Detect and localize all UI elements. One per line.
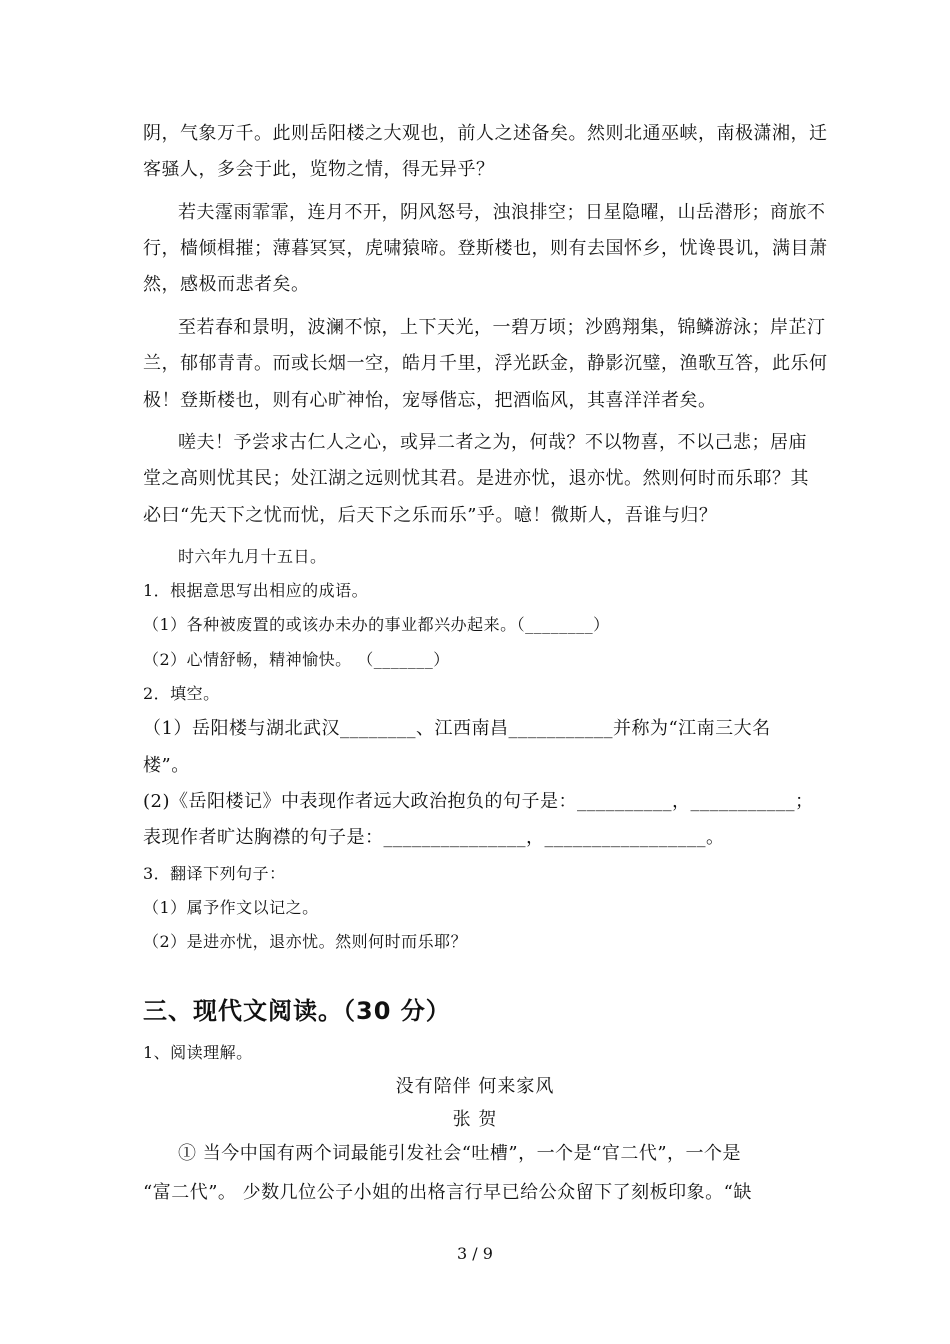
question-1-1: （1）各种被废置的或该办未办的事业都兴办起来。（________） bbox=[143, 615, 610, 634]
question-2-1-cont: 楼”。 bbox=[143, 755, 190, 776]
passage-line: 然，感极而悲者矣。 bbox=[143, 274, 310, 295]
passage-line: 极！登斯楼也，则有心旷神怡，宠辱偕忘，把酒临风，其喜洋洋者矣。 bbox=[143, 390, 717, 411]
passage-line: 嗟夫！予尝求古仁人之心，或异二者之为，何哉？不以物喜，不以己悲；居庙 bbox=[178, 432, 807, 453]
article-paragraph: ① 当今中国有两个词最能引发社会“吐槽”，一个是“官二代”，一个是 bbox=[178, 1143, 742, 1164]
question-3: 3．翻译下列句子： bbox=[143, 864, 286, 883]
passage-line: 阴，气象万千。此则岳阳楼之大观也，前人之述备矣。然则北通巫峡，南极潇湘，迁 bbox=[143, 123, 828, 144]
passage-line: 至若春和景明，波澜不惊，上下天光，一碧万顷；沙鸥翔集，锦鳞游泳；岸芷汀 bbox=[178, 317, 826, 338]
passage-line: 行，樯倾楫摧；薄暮冥冥，虎啸猿啼。登斯楼也，则有去国怀乡，忧谗畏讥，满目萧 bbox=[143, 238, 828, 259]
passage-line: 必曰“先天下之忧而忧，后天下之乐而乐”乎。噫！微斯人，吾谁与归？ bbox=[143, 505, 718, 526]
question-3-2: （2）是进亦忧，退亦忧。然则何时而乐耶？ bbox=[143, 932, 468, 951]
passage-line: 客骚人，多会于此，览物之情，得无异乎？ bbox=[143, 159, 495, 180]
article-paragraph: “富二代”。 少数几位公子小姐的出格言行早已给公众留下了刻板印象。“缺 bbox=[143, 1182, 752, 1203]
question-1-2: （2）心情舒畅，精神愉快。 （_______） bbox=[143, 650, 450, 669]
passage-line: 堂之高则忧其民；处江湖之远则忧其君。是进亦忧，退亦忧。然则何时而乐耶？其 bbox=[143, 468, 809, 489]
page-number: 3 / 9 bbox=[457, 1244, 493, 1263]
section-heading: 三、现代文阅读。（30 分） bbox=[143, 997, 451, 1025]
question-2: 2．填空。 bbox=[143, 684, 220, 703]
question-2-2: (2)《岳阳楼记》中表现作者远大政治抱负的句子是：__________，___________； bbox=[143, 791, 814, 812]
question-3-1: （1）属予作文以记之。 bbox=[143, 898, 319, 917]
passage-line: 若夫霪雨霏霏，连月不开，阴风怒号，浊浪排空；日星隐曜，山岳潜形；商旅不 bbox=[178, 202, 826, 223]
question-2-2-cont: 表现作者旷达胸襟的句子是：_______________，_________________。 bbox=[143, 827, 725, 848]
reading-item: 1、阅读理解。 bbox=[143, 1043, 253, 1062]
question-2-1: （1）岳阳楼与湖北武汉________、江西南昌___________并称为“江南三大名 bbox=[143, 718, 771, 739]
passage-line: 兰，郁郁青青。而或长烟一空，皓月千里，浮光跃金，静影沉璧，渔歌互答，此乐何 bbox=[143, 353, 828, 374]
passage-line: 时六年九月十五日。 bbox=[178, 547, 327, 566]
question-1: 1．根据意思写出相应的成语。 bbox=[143, 581, 369, 600]
article-title: 没有陪伴 何来家风 bbox=[395, 1076, 555, 1097]
article-author: 张 贺 bbox=[452, 1109, 498, 1130]
